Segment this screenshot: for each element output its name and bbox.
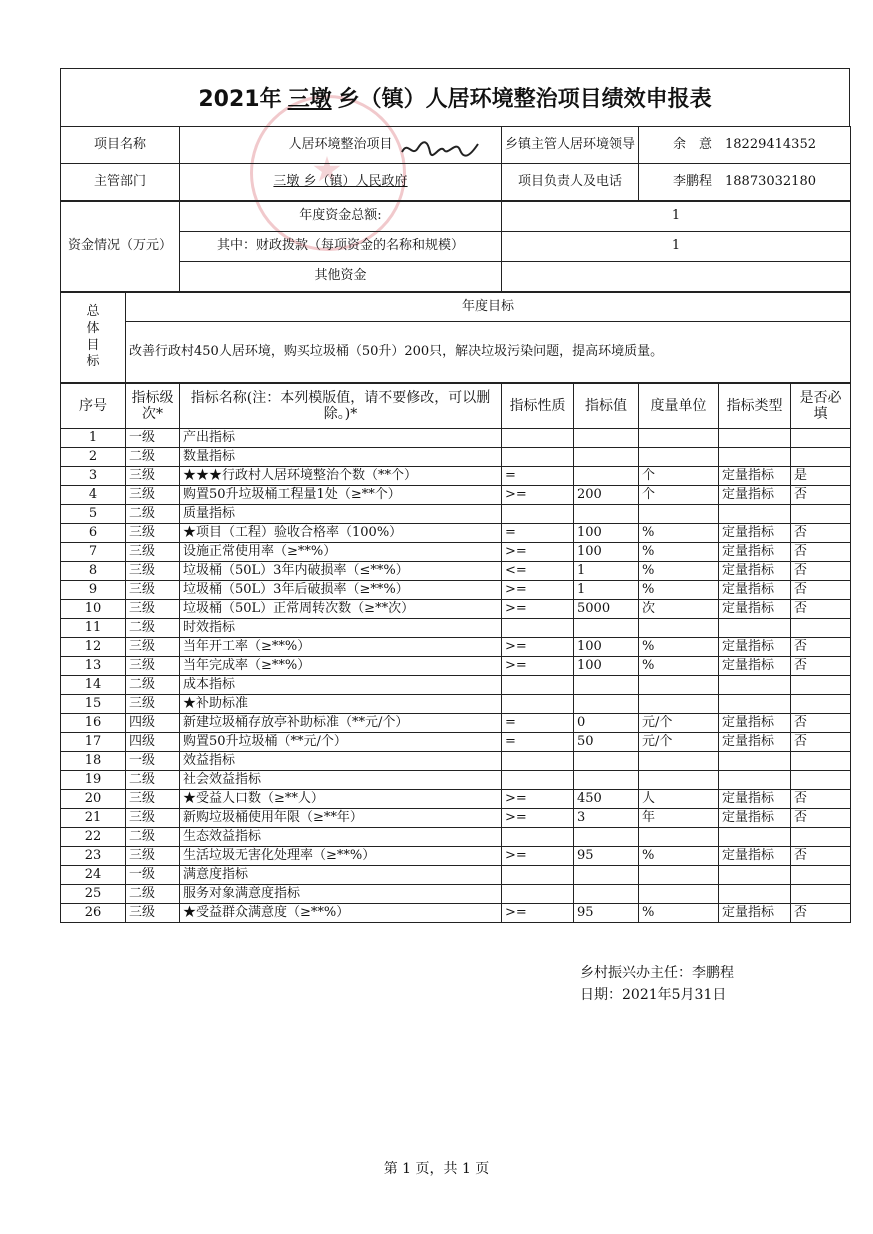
cell-value: 100 xyxy=(574,638,639,657)
cell-unit: % xyxy=(639,581,719,600)
cell-value: 100 xyxy=(574,524,639,543)
cell-type xyxy=(719,771,791,790)
cell-unit xyxy=(639,676,719,695)
cell-required: 否 xyxy=(791,790,851,809)
funds-label: 资金情况（万元） xyxy=(61,202,180,292)
cell-nature: >= xyxy=(502,847,574,866)
cell-required: 否 xyxy=(791,809,851,828)
cell-required: 否 xyxy=(791,600,851,619)
cell-value: 95 xyxy=(574,904,639,923)
cell-value xyxy=(574,619,639,638)
cell-level: 二级 xyxy=(126,828,180,847)
cell-type xyxy=(719,429,791,448)
cell-seq: 9 xyxy=(61,581,126,600)
table-row xyxy=(61,429,851,448)
cell-level: 三级 xyxy=(126,657,180,676)
table-row xyxy=(61,733,851,752)
header-nature: 指标性质 xyxy=(502,384,574,429)
cell-type xyxy=(719,505,791,524)
cell-type: 定量指标 xyxy=(719,581,791,600)
cell-name: 购置50升垃圾桶（**元/个） xyxy=(180,733,502,752)
cell-unit: % xyxy=(639,638,719,657)
table-row xyxy=(61,467,851,486)
leader-label: 乡镇主管人居环境领导 xyxy=(502,127,639,164)
cell-name: 垃圾桶（50L）正常周转次数（≥**次） xyxy=(180,600,502,619)
cell-required xyxy=(791,448,851,467)
cell-type xyxy=(719,752,791,771)
cell-name: ★受益人口数（≥**人） xyxy=(180,790,502,809)
cell-value xyxy=(574,676,639,695)
cell-type: 定量指标 xyxy=(719,657,791,676)
cell-type xyxy=(719,828,791,847)
cell-type: 定量指标 xyxy=(719,562,791,581)
cell-name: 垃圾桶（50L）3年内破损率（≤**%） xyxy=(180,562,502,581)
cell-unit xyxy=(639,429,719,448)
cell-unit: 年 xyxy=(639,809,719,828)
cell-required xyxy=(791,695,851,714)
cell-type: 定量指标 xyxy=(719,543,791,562)
cell-level: 三级 xyxy=(126,581,180,600)
cell-value xyxy=(574,866,639,885)
indicator-header-row xyxy=(61,384,851,429)
cell-seq: 6 xyxy=(61,524,126,543)
cell-name: 成本指标 xyxy=(180,676,502,695)
owner-label: 项目负责人及电话 xyxy=(502,164,639,201)
cell-level: 一级 xyxy=(126,752,180,771)
cell-required xyxy=(791,828,851,847)
cell-level: 二级 xyxy=(126,771,180,790)
cell-value: 5000 xyxy=(574,600,639,619)
cell-nature xyxy=(502,828,574,847)
cell-seq: 14 xyxy=(61,676,126,695)
table-row xyxy=(61,828,851,847)
cell-nature: = xyxy=(502,524,574,543)
funds-table xyxy=(60,201,851,292)
cell-name: 产出指标 xyxy=(180,429,502,448)
cell-nature: >= xyxy=(502,486,574,505)
cell-nature: >= xyxy=(502,543,574,562)
date-line: 日期：2021年5月31日 xyxy=(580,987,727,1003)
table-row xyxy=(61,790,851,809)
cell-nature: <= xyxy=(502,562,574,581)
cell-type: 定量指标 xyxy=(719,809,791,828)
cell-nature: = xyxy=(502,467,574,486)
cell-nature xyxy=(502,429,574,448)
table-row xyxy=(61,562,851,581)
header-level: 指标级次* xyxy=(126,384,180,429)
cell-name: 满意度指标 xyxy=(180,866,502,885)
cell-name: 购置50升垃圾桶工程量1处（≥**个） xyxy=(180,486,502,505)
table-row xyxy=(61,771,851,790)
cell-name: 新购垃圾桶使用年限（≥**年） xyxy=(180,809,502,828)
funds-total-label: 年度资金总额: xyxy=(180,202,502,232)
cell-seq: 2 xyxy=(61,448,126,467)
table-row xyxy=(61,714,851,733)
performance-form xyxy=(60,68,850,923)
cell-value xyxy=(574,467,639,486)
cell-required: 否 xyxy=(791,714,851,733)
cell-level: 三级 xyxy=(126,638,180,657)
cell-unit: % xyxy=(639,562,719,581)
cell-level: 三级 xyxy=(126,904,180,923)
cell-unit xyxy=(639,771,719,790)
table-row xyxy=(61,543,851,562)
cell-unit xyxy=(639,448,719,467)
cell-value: 450 xyxy=(574,790,639,809)
cell-seq: 3 xyxy=(61,467,126,486)
cell-seq: 5 xyxy=(61,505,126,524)
cell-seq: 8 xyxy=(61,562,126,581)
cell-type: 定量指标 xyxy=(719,714,791,733)
table-row xyxy=(61,638,851,657)
cell-seq: 12 xyxy=(61,638,126,657)
cell-name: 新建垃圾桶存放亭补助标准（**元/个） xyxy=(180,714,502,733)
cell-level: 四级 xyxy=(126,733,180,752)
cell-level: 三级 xyxy=(126,809,180,828)
cell-value xyxy=(574,695,639,714)
cell-nature: >= xyxy=(502,809,574,828)
info-table xyxy=(60,126,851,201)
cell-unit: % xyxy=(639,543,719,562)
cell-type: 定量指标 xyxy=(719,638,791,657)
cell-unit: % xyxy=(639,904,719,923)
table-row xyxy=(61,809,851,828)
table-row xyxy=(61,885,851,904)
cell-unit: % xyxy=(639,524,719,543)
cell-type: 定量指标 xyxy=(719,600,791,619)
cell-seq: 10 xyxy=(61,600,126,619)
cell-unit: % xyxy=(639,847,719,866)
cell-seq: 13 xyxy=(61,657,126,676)
cell-required: 否 xyxy=(791,733,851,752)
cell-required xyxy=(791,676,851,695)
cell-unit: 个 xyxy=(639,486,719,505)
table-row xyxy=(61,866,851,885)
table-row xyxy=(61,676,851,695)
page-footer: 第 1 页，共 1 页 xyxy=(383,1161,490,1177)
cell-nature xyxy=(502,866,574,885)
header-value: 指标值 xyxy=(574,384,639,429)
owner-value: 李鹏程 18873032180 xyxy=(639,164,851,201)
annual-goal-text: 改善行政村450人居环境，购买垃圾桶（50升）200只，解决垃圾污染问题，提高环境质量。 xyxy=(126,322,851,383)
table-row xyxy=(61,904,851,923)
cell-nature: >= xyxy=(502,581,574,600)
cell-type: 定量指标 xyxy=(719,790,791,809)
cell-required xyxy=(791,619,851,638)
cell-level: 二级 xyxy=(126,505,180,524)
cell-name: 设施正常使用率（≥**%） xyxy=(180,543,502,562)
cell-value: 1 xyxy=(574,581,639,600)
cell-value xyxy=(574,752,639,771)
cell-required: 否 xyxy=(791,524,851,543)
funds-total-value: 1 xyxy=(502,202,851,232)
goal-label: 总体目标 xyxy=(61,293,126,383)
cell-nature xyxy=(502,676,574,695)
funds-fiscal-label: 其中：财政拨款（每项资金的名称和规模） xyxy=(180,232,502,262)
cell-level: 三级 xyxy=(126,524,180,543)
table-row xyxy=(61,847,851,866)
header-name: 指标名称(注：本列模版值，请不要修改，可以删除。)* xyxy=(180,384,502,429)
funds-other-value xyxy=(502,262,851,292)
cell-unit xyxy=(639,505,719,524)
cell-name: 服务对象满意度指标 xyxy=(180,885,502,904)
cell-level: 二级 xyxy=(126,885,180,904)
dept-label: 主管部门 xyxy=(61,164,180,201)
cell-value xyxy=(574,771,639,790)
table-row xyxy=(61,448,851,467)
title-year: 2021年 xyxy=(198,87,282,112)
cell-value xyxy=(574,505,639,524)
cell-required xyxy=(791,885,851,904)
cell-value: 100 xyxy=(574,543,639,562)
cell-seq: 24 xyxy=(61,866,126,885)
cell-name: 生态效益指标 xyxy=(180,828,502,847)
cell-nature xyxy=(502,885,574,904)
cell-unit xyxy=(639,619,719,638)
cell-required: 否 xyxy=(791,543,851,562)
cell-type xyxy=(719,676,791,695)
cell-name: 时效指标 xyxy=(180,619,502,638)
table-row xyxy=(61,581,851,600)
cell-value xyxy=(574,448,639,467)
cell-nature: >= xyxy=(502,638,574,657)
cell-nature xyxy=(502,505,574,524)
funds-fiscal-value: 1 xyxy=(502,232,851,262)
cell-unit: 元/个 xyxy=(639,714,719,733)
cell-seq: 1 xyxy=(61,429,126,448)
director-line: 乡村振兴办主任：李鹏程 xyxy=(580,965,734,981)
cell-nature xyxy=(502,771,574,790)
cell-value: 200 xyxy=(574,486,639,505)
project-name-value: 人居环境整治项目 xyxy=(180,127,502,164)
cell-required: 否 xyxy=(791,847,851,866)
project-name-label: 项目名称 xyxy=(61,127,180,164)
cell-seq: 4 xyxy=(61,486,126,505)
cell-type: 定量指标 xyxy=(719,847,791,866)
cell-seq: 23 xyxy=(61,847,126,866)
cell-nature: >= xyxy=(502,657,574,676)
cell-required xyxy=(791,866,851,885)
cell-value xyxy=(574,828,639,847)
cell-seq: 17 xyxy=(61,733,126,752)
cell-level: 三级 xyxy=(126,486,180,505)
cell-seq: 20 xyxy=(61,790,126,809)
cell-name: 生活垃圾无害化处理率（≥**%） xyxy=(180,847,502,866)
form-title xyxy=(60,68,850,126)
cell-required: 否 xyxy=(791,657,851,676)
table-row xyxy=(61,486,851,505)
cell-value: 50 xyxy=(574,733,639,752)
cell-name: 数量指标 xyxy=(180,448,502,467)
cell-level: 二级 xyxy=(126,619,180,638)
cell-value xyxy=(574,885,639,904)
cell-unit xyxy=(639,885,719,904)
cell-level: 三级 xyxy=(126,600,180,619)
cell-level: 一级 xyxy=(126,866,180,885)
cell-level: 四级 xyxy=(126,714,180,733)
cell-required: 否 xyxy=(791,638,851,657)
cell-unit: 个 xyxy=(639,467,719,486)
cell-name: 当年开工率（≥**%） xyxy=(180,638,502,657)
cell-unit: 元/个 xyxy=(639,733,719,752)
table-row xyxy=(61,600,851,619)
annual-goal-label: 年度目标 xyxy=(126,293,851,322)
cell-name: 社会效益指标 xyxy=(180,771,502,790)
cell-required xyxy=(791,752,851,771)
dept-value: 三墩 乡（镇）人民政府 xyxy=(180,164,502,201)
cell-level: 三级 xyxy=(126,543,180,562)
cell-seq: 7 xyxy=(61,543,126,562)
cell-seq: 26 xyxy=(61,904,126,923)
goal-table xyxy=(60,292,851,383)
cell-unit xyxy=(639,695,719,714)
cell-name: 当年完成率（≥**%） xyxy=(180,657,502,676)
cell-level: 二级 xyxy=(126,448,180,467)
header-type: 指标类型 xyxy=(719,384,791,429)
cell-level: 三级 xyxy=(126,790,180,809)
cell-type: 定量指标 xyxy=(719,467,791,486)
cell-level: 三级 xyxy=(126,695,180,714)
cell-level: 一级 xyxy=(126,429,180,448)
table-row xyxy=(61,619,851,638)
cell-level: 三级 xyxy=(126,562,180,581)
cell-nature xyxy=(502,695,574,714)
table-row xyxy=(61,657,851,676)
cell-nature: = xyxy=(502,733,574,752)
cell-unit: 次 xyxy=(639,600,719,619)
table-row xyxy=(61,695,851,714)
cell-unit: % xyxy=(639,657,719,676)
cell-seq: 16 xyxy=(61,714,126,733)
cell-seq: 22 xyxy=(61,828,126,847)
cell-type xyxy=(719,695,791,714)
header-unit: 度量单位 xyxy=(639,384,719,429)
cell-seq: 18 xyxy=(61,752,126,771)
title-town: 三墩 xyxy=(287,87,332,112)
cell-unit: 人 xyxy=(639,790,719,809)
cell-type: 定量指标 xyxy=(719,904,791,923)
cell-value: 3 xyxy=(574,809,639,828)
cell-nature: >= xyxy=(502,600,574,619)
leader-value: 余 意 18229414352 xyxy=(639,127,851,164)
cell-seq: 11 xyxy=(61,619,126,638)
funds-other-label: 其他资金 xyxy=(180,262,502,292)
cell-required: 否 xyxy=(791,486,851,505)
cell-seq: 15 xyxy=(61,695,126,714)
cell-level: 二级 xyxy=(126,676,180,695)
cell-value: 95 xyxy=(574,847,639,866)
cell-name: ★★★行政村人居环境整治个数（**个） xyxy=(180,467,502,486)
cell-nature xyxy=(502,752,574,771)
cell-unit xyxy=(639,866,719,885)
cell-required: 是 xyxy=(791,467,851,486)
cell-seq: 21 xyxy=(61,809,126,828)
cell-name: 垃圾桶（50L）3年后破损率（≥**%） xyxy=(180,581,502,600)
cell-required: 否 xyxy=(791,581,851,600)
cell-required xyxy=(791,505,851,524)
cell-value xyxy=(574,429,639,448)
cell-type xyxy=(719,885,791,904)
cell-type: 定量指标 xyxy=(719,733,791,752)
cell-nature: = xyxy=(502,714,574,733)
cell-name: 质量指标 xyxy=(180,505,502,524)
cell-name: 效益指标 xyxy=(180,752,502,771)
cell-nature: >= xyxy=(502,790,574,809)
cell-name: ★补助标准 xyxy=(180,695,502,714)
cell-value: 1 xyxy=(574,562,639,581)
cell-type xyxy=(719,619,791,638)
cell-nature xyxy=(502,619,574,638)
cell-required xyxy=(791,429,851,448)
cell-unit xyxy=(639,752,719,771)
cell-level: 三级 xyxy=(126,467,180,486)
cell-required: 否 xyxy=(791,904,851,923)
cell-type: 定量指标 xyxy=(719,486,791,505)
cell-name: ★项目（工程）验收合格率（100%） xyxy=(180,524,502,543)
cell-unit xyxy=(639,828,719,847)
cell-type xyxy=(719,866,791,885)
header-seq: 序号 xyxy=(61,384,126,429)
indicator-table xyxy=(60,383,851,923)
cell-seq: 25 xyxy=(61,885,126,904)
cell-level: 三级 xyxy=(126,847,180,866)
cell-type: 定量指标 xyxy=(719,524,791,543)
table-row xyxy=(61,752,851,771)
cell-required xyxy=(791,771,851,790)
cell-nature xyxy=(502,448,574,467)
cell-type xyxy=(719,448,791,467)
cell-value: 0 xyxy=(574,714,639,733)
cell-name: ★受益群众满意度（≥**%） xyxy=(180,904,502,923)
signature-block xyxy=(580,962,734,1006)
cell-value: 100 xyxy=(574,657,639,676)
cell-seq: 19 xyxy=(61,771,126,790)
cell-required: 否 xyxy=(791,562,851,581)
cell-nature: >= xyxy=(502,904,574,923)
title-suffix: 乡（镇）人居环境整治项目绩效申报表 xyxy=(337,87,712,112)
table-row xyxy=(61,524,851,543)
table-row xyxy=(61,505,851,524)
header-required: 是否必填 xyxy=(791,384,851,429)
